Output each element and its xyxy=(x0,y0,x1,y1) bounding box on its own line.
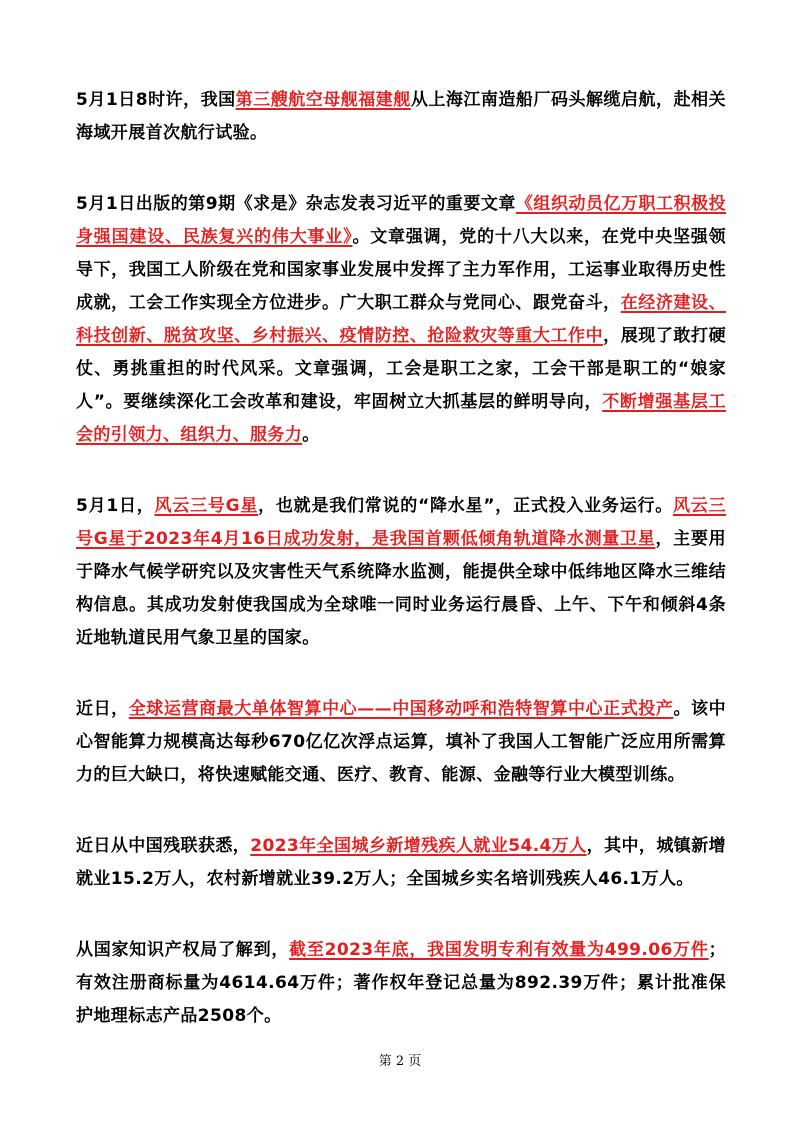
highlighted-text: 《组织动员亿万职工积极投身强国建设、民族复兴的伟大事业》 xyxy=(76,194,726,247)
page-number: 第 2 页 xyxy=(378,1054,422,1069)
news-paragraph-fujian-carrier xyxy=(76,84,726,150)
paragraph-text: 5月1日8时许，我国 xyxy=(76,90,236,110)
paragraph-text: ，展现了敢打硬仗、勇挑重担的时代风采。文章强调，工会是职工之家，工会干部是职工的“娘家人”。要继续深化工会改革和建设，牢固树立大抓基层的鲜明导向， xyxy=(76,326,726,412)
paragraph-text: ；有效注册商标量为4614.64万件；著作权年登记总量为892.39万件；累计批准保护地理标志产品2508个。 xyxy=(76,940,726,1026)
paragraph-text: ，主要用于降水气候学研究以及灾害性天气系统降水监测，能提供全球中低纬地区降水三维结构信息。其成功发射使我国成为全球唯一同时业务运行晨昏、上午、下午和倾斜4条近地轨道民用气象卫星的国家。 xyxy=(76,529,726,648)
highlighted-text: 2023年全国城乡新增残疾人就业54.4万人 xyxy=(250,836,587,856)
paragraph-text: 近日， xyxy=(76,699,129,719)
paragraph-text: ，其中，城镇新增就业15.2万人，农村新增就业39.2万人；全国城乡实名培训残疾人46.1万人。 xyxy=(76,836,727,889)
news-paragraph-disabled-employment xyxy=(76,830,726,896)
paragraph-text: 。 xyxy=(302,425,320,445)
news-paragraph-computing-center xyxy=(76,693,726,792)
highlighted-text: 不断增强基层工会的引领力、组织力、服务力 xyxy=(76,392,726,445)
highlighted-text: 风云三号G星 xyxy=(154,496,259,516)
highlighted-text: 风云三号G星于2023年4月16日成功发射，是我国首颗低倾角轨道降水测量卫星 xyxy=(76,496,726,549)
paragraph-text: 5月1日， xyxy=(76,496,155,516)
highlighted-text: 截至2023年底，我国发明专利有效量为499.06万件 xyxy=(289,940,709,960)
highlighted-text: 在经济建设、科技创新、脱贫攻坚、乡村振兴、疫情防控、抢险救灾等重大工作中 xyxy=(76,293,726,346)
paragraph-text: 从国家知识产权局了解到， xyxy=(76,940,290,960)
document-body xyxy=(76,84,726,1071)
paragraph-text: 5月1日出版的第9期《求是》杂志发表习近平的重要文章 xyxy=(76,194,516,214)
paragraph-text: 从上海江南造船厂码头解缆启航，赴相关海域开展首次航行试验。 xyxy=(76,90,727,143)
news-paragraph-fengyun-satellite xyxy=(76,490,726,655)
highlighted-text: 第三艘航空母舰福建舰 xyxy=(235,90,411,110)
paragraph-text: 近日从中国残联获悉， xyxy=(76,836,251,856)
paragraph-text: ，也就是我们常说的“降水星”，正式投入业务运行。 xyxy=(258,496,674,516)
highlighted-text: 全球运营商最大单体智算中心——中国移动呼和浩特智算中心正式投产 xyxy=(128,699,674,719)
news-paragraph-qiushi-article xyxy=(76,188,726,452)
news-paragraph-patents xyxy=(76,934,726,1033)
paragraph-text: 。该中心智能算力规模高达每秒670亿亿次浮点运算，填补了我国人工智能广泛应用所需算力的巨大缺口，将快速赋能交通、医疗、教育、能源、金融等行业大模型训练。 xyxy=(76,699,726,785)
paragraph-text: 。文章强调，党的十八大以来，在党中央坚强领导下，我国工人阶级在党和国家事业发展中发挥了主力军作用，工运事业取得历史性成就，工会工作实现全方位进步。广大职工群众与党同心、跟党奋斗， xyxy=(76,227,726,313)
